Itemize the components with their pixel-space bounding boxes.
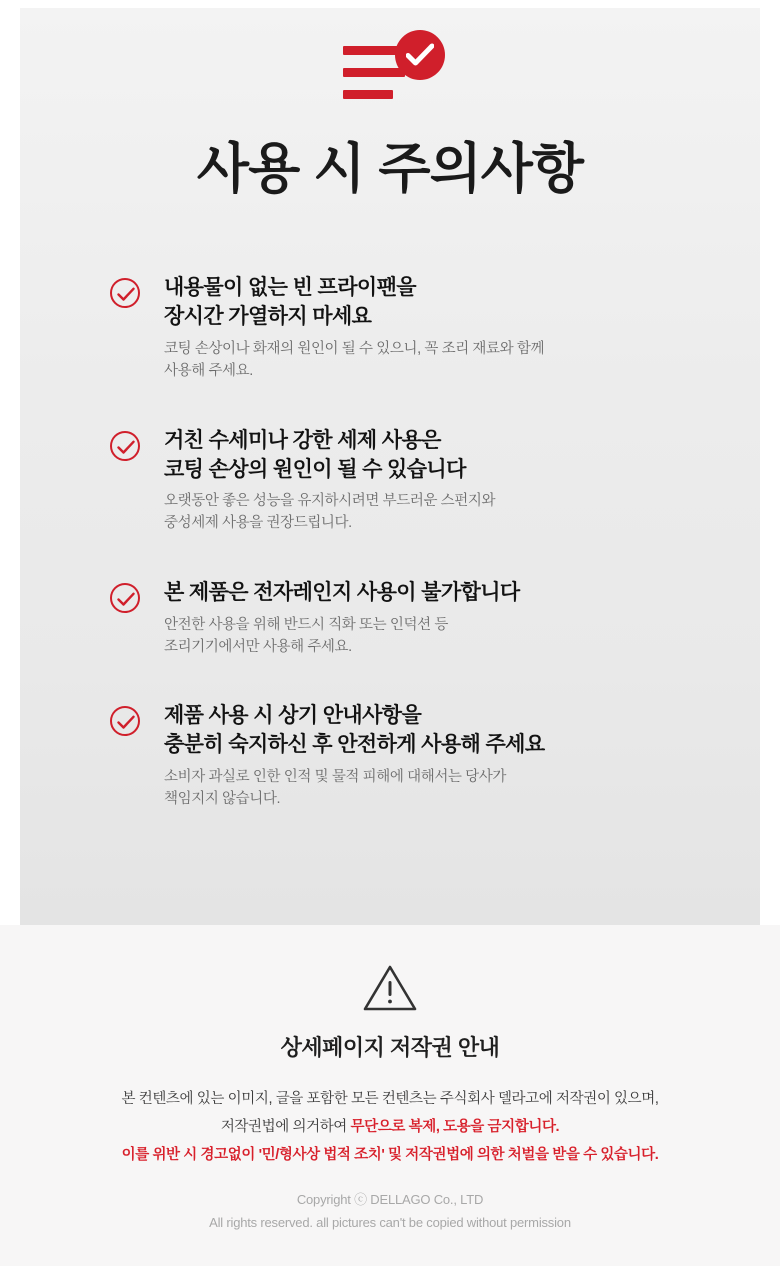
- list-item-sub-line: 중성세제 사용을 권장드립니다.: [164, 515, 352, 532]
- warning-triangle-icon: [362, 963, 418, 1013]
- list-item-heading-line: 내용물이 없는 빈 프라이팬을: [164, 276, 416, 300]
- page-title: 사용 시 주의사항: [196, 139, 584, 199]
- list-item-sub-line: 안전한 사용을 위해 반드시 직화 또는 인덕션 등: [164, 616, 448, 633]
- list-item: [110, 274, 670, 382]
- copyright-line-2-plain: 저작권법에 의거하여: [220, 1118, 351, 1135]
- list-item-heading-line: 본 제품은 전자레인지 사용이 불가합니다: [164, 580, 520, 604]
- list-item-sub-line: 오랫동안 좋은 성능을 유지하시려면 부드러운 스펀지와: [164, 493, 496, 510]
- copyright-footer-2: All rights reserved. all pictures can't be copied without permission: [209, 1214, 571, 1230]
- copyright-line-2: [0, 1114, 780, 1142]
- checklist-bar-3: [343, 90, 393, 99]
- copyright-line-2-emphasis: 무단으로 복제, 도용을 금지합니다.: [350, 1118, 560, 1135]
- check-circle-icon: [110, 278, 140, 308]
- list-item-sub-line: 책임지지 않습니다.: [164, 791, 281, 808]
- copyright-footer-1: Copyright ⓒ DELLAGO Co., LTD: [296, 1192, 484, 1208]
- copyright-section: [0, 925, 780, 1266]
- list-item-body: [164, 274, 544, 382]
- checklist-bar-2: [343, 68, 405, 77]
- list-item-sub-line: 사용해 주세요.: [164, 362, 253, 379]
- list-item-heading-line: 충분히 숙지하신 후 안전하게 사용해 주세요: [164, 733, 545, 757]
- precaution-list: [20, 274, 760, 811]
- check-circle-badge-icon: [395, 30, 445, 80]
- copyright-title: 상세페이지 저작권 안내: [280, 1035, 500, 1060]
- copyright-line-1: 본 컨텐츠에 있는 이미지, 글을 포함한 모든 컨텐츠는 주식회사 델라고에 저작권이 있으며,: [121, 1091, 659, 1107]
- list-item-sub-line: 코팅 손상이나 화재의 원인이 될 수 있으니, 꼭 조리 재료와 함께: [164, 341, 545, 358]
- top-spacer: [0, 0, 780, 8]
- list-item-body: [164, 579, 520, 658]
- list-item-heading-line: 제품 사용 시 상기 안내사항을: [164, 704, 422, 728]
- check-circle-icon: [110, 583, 140, 613]
- list-item: [110, 427, 670, 535]
- list-item-heading-line: 코팅 손상의 원인이 될 수 있습니다: [164, 457, 466, 481]
- check-circle-icon: [110, 431, 140, 461]
- copyright-line-3: 이를 위반 시 경고없이 '민/형사상 법적 조치' 및 저작권법에 의한 처벌을 받을 수 있습니다.: [121, 1146, 659, 1163]
- list-item-heading-line: 장시간 가열하지 마세요: [164, 305, 372, 329]
- list-item-body: [164, 427, 495, 535]
- list-item-body: [164, 702, 545, 810]
- check-circle-icon: [110, 706, 140, 736]
- list-item-sub-line: 소비자 과실로 인한 인적 및 물적 피해에 대해서는 당사가: [164, 769, 506, 786]
- list-item-heading-line: 거친 수세미나 강한 세제 사용은: [164, 428, 441, 452]
- checklist-check-icon: [335, 30, 445, 112]
- list-item-sub-line: 조리기기에서만 사용해 주세요.: [164, 638, 352, 655]
- list-item: [110, 579, 670, 658]
- list-item: [110, 702, 670, 810]
- precautions-panel: [20, 8, 760, 925]
